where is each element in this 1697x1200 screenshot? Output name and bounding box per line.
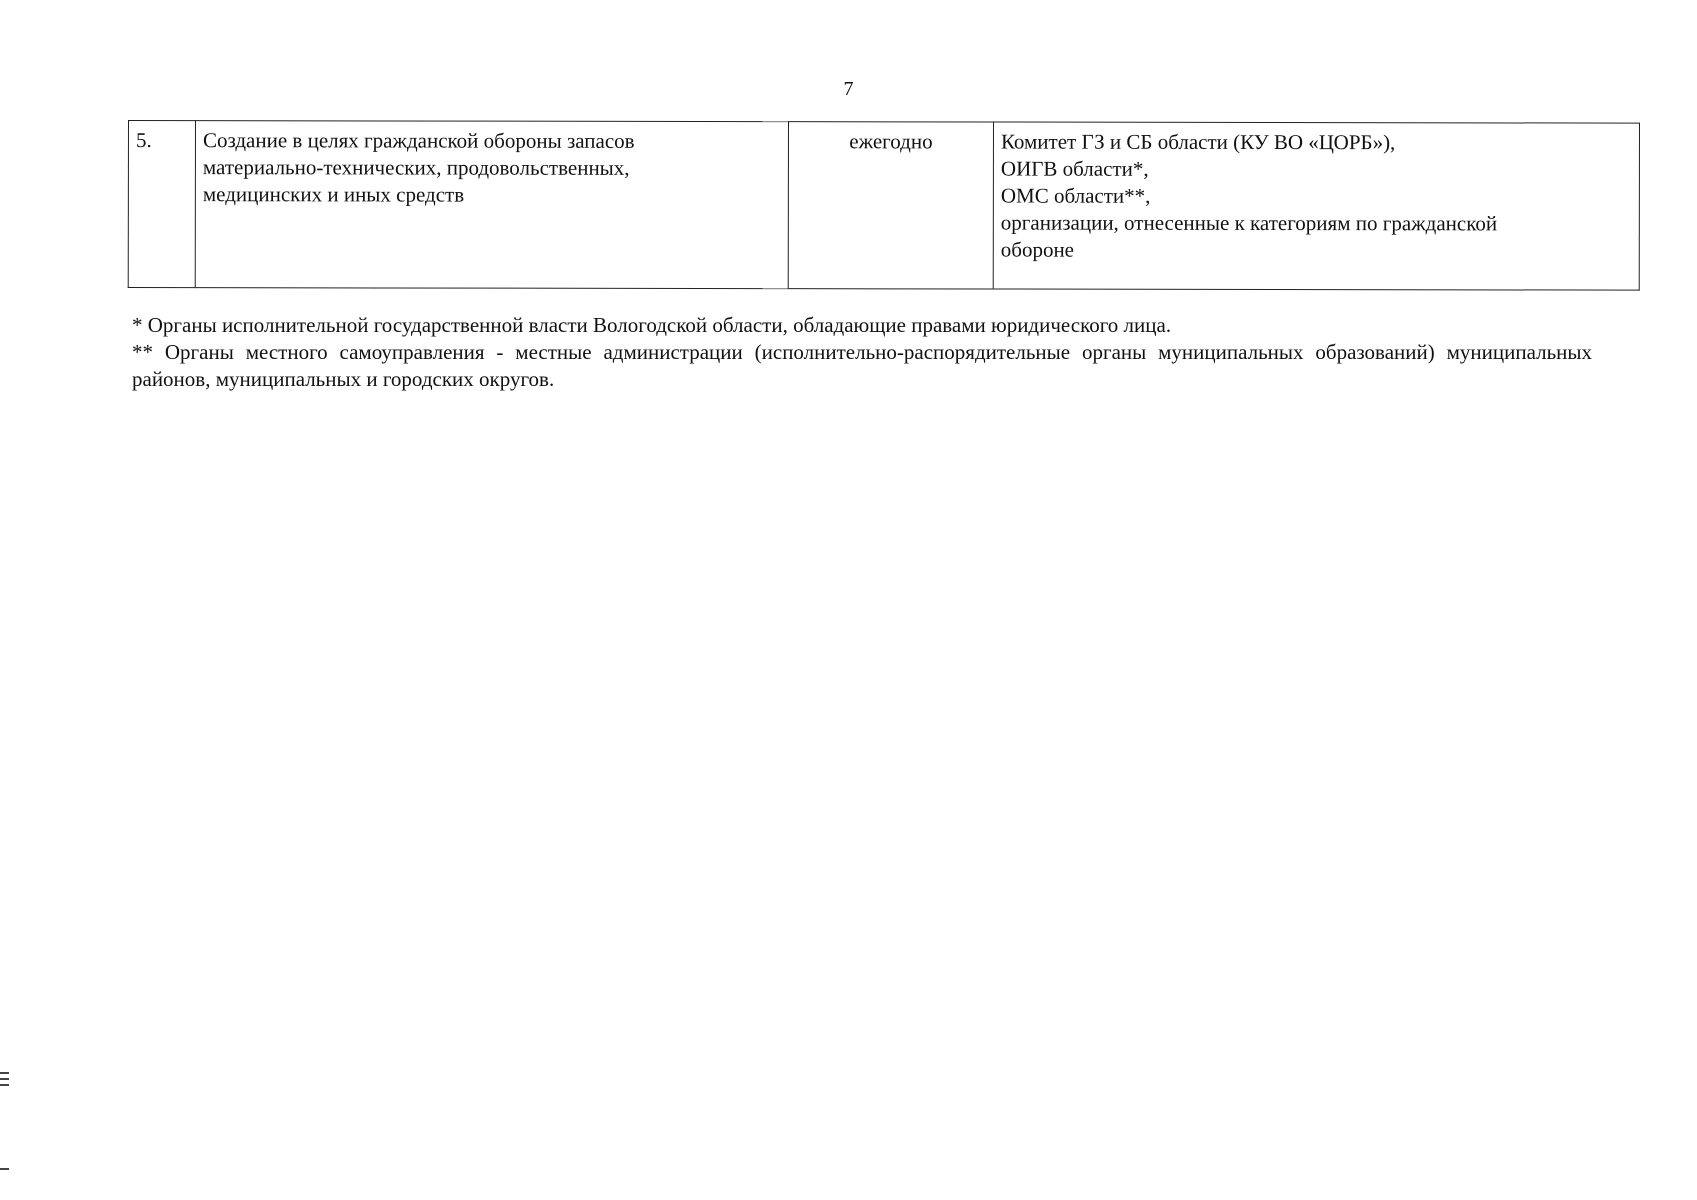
- responsible-line: ОИГВ области*,: [1000, 156, 1149, 181]
- measure-description-cell: [195, 121, 788, 289]
- scan-edge-mark: [0, 1078, 9, 1080]
- responsible-line: Комитет ГЗ и СБ области (КУ ВО «ЦОРБ»),: [1000, 129, 1396, 155]
- responsible-line: ОМС области**,: [1000, 183, 1151, 208]
- responsible-cell: [993, 122, 1639, 290]
- term-cell: [788, 122, 993, 289]
- scan-edge-mark: [0, 1072, 9, 1074]
- responsible-line: обороне: [1000, 237, 1075, 262]
- scan-edge-marks: [0, 1072, 12, 1090]
- responsible-line: организации, отнесенные к категориям по гражданской: [1000, 210, 1498, 236]
- footnotes: [132, 312, 1592, 393]
- scan-edge-mark: [0, 1084, 9, 1086]
- description-line: материально-технических, продовольственных,: [202, 155, 630, 180]
- footnote-1: * Органы исполнительной государственной власти Вологодской области, обладающие правами юридического лица.: [132, 313, 1172, 337]
- scan-edge-mark: [0, 1168, 9, 1170]
- table-row: [128, 121, 1639, 291]
- footnote-2: ** Органы местного самоуправления - местные администрации (исполнительно-распорядительные органы муниципальных образований) муниципальных районов, муниципальных и городских округов.: [132, 340, 1592, 391]
- row-number: 5.: [135, 128, 152, 153]
- page-number: 7: [843, 78, 854, 100]
- measures-table: [128, 120, 1640, 291]
- description-line: медицинских и иных средств: [202, 182, 465, 207]
- term-text: ежегодно: [849, 129, 933, 154]
- description-line: Создание в целях гражданской обороны запасов: [202, 128, 635, 153]
- row-number-cell: [128, 121, 195, 288]
